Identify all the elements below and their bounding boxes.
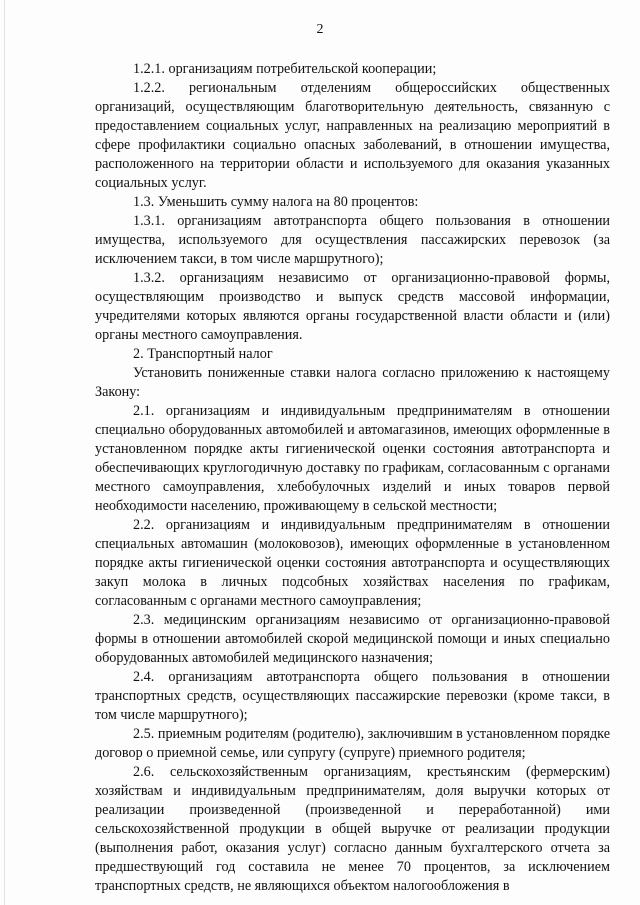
- document-body: [95, 60, 610, 896]
- paragraph-2-3: 2.3. медицинским организациям независимо от организационно-правовой формы в отношении автомобилей скорой медицинской помощи и иных специально оборудованных автомобилей медицинского назначения;: [95, 612, 610, 666]
- paragraph-2-2: 2.2. организациям и индивидуальным предпринимателям в отношении специальных автомашин (молоковозов), имеющих оформленные в установленном порядке акты гигиенической оценки состояния автотранспорта и осуществляющих закуп молока в личных подсобных хозяйствах населения по графикам, согласованным с органами местного самоуправления;: [95, 517, 610, 609]
- paragraph-2-6: 2.6. сельскохозяйственным организациям, крестьянским (фермерским) хозяйствам и индивидуальным предпринимателям, доля выручки которых от реализации произведенной (произведенной и переработанной) ими сельскохозяйственной продукции в общей выручке от реализации продукции (выполнения работ, оказания услуг) согласно данным бухгалтерского отчета за предшествующий год составила не менее 70 процентов, за исключением транспортных средств, не являющихся объектом налогообложения в: [95, 764, 610, 894]
- paragraph-intro: Установить пониженные ставки налога согласно приложению к настоящему Закону:: [95, 365, 610, 400]
- section-heading-transport-tax: 2. Транспортный налог: [133, 346, 273, 362]
- paragraph-1-2-2: 1.2.2. региональным отделениям общероссийских общественных организаций, осуществляющим благотворительную деятельность, связанную с предоставлением социальных услуг, направленных на реализацию мероприятий в сфере профилактики социально опасных заболеваний, в отношении имущества, расположенного на территории области и используемого для оказания указанных социальных услуг.: [95, 80, 610, 191]
- paragraph-1-3-1: 1.3.1. организациям автотранспорта общего пользования в отношении имущества, используемого для осуществления пассажирских перевозок (за исключением такси, в том числе маршрутного);: [95, 213, 610, 267]
- paragraph-2-1: 2.1. организациям и индивидуальным предпринимателям в отношении специально оборудованных автомобилей и автомагазинов, имеющих оформленные в установленном порядке акты гигиенической оценки состояния автотранспорта и обеспечивающих круглогодичную доставку по графикам, согласованным с органами местного самоуправления, хлебобулочных изделий и иных товаров первой необходимости населению, проживающему в сельской местности;: [95, 403, 610, 514]
- page-number: 2: [316, 22, 324, 37]
- paragraph-2-5: 2.5. приемным родителям (родителю), заключившим в установленном порядке договор о приемной семье, или супругу (супруге) приемного родителя;: [95, 726, 610, 761]
- paragraph-2-4: 2.4. организациям автотранспорта общего пользования в отношении транспортных средств, осуществляющих пассажирские перевозки (кроме такси, в том числе маршрутного);: [95, 669, 610, 723]
- paragraph-1-2-1: 1.2.1. организациям потребительской кооперации;: [133, 61, 437, 77]
- paragraph-1-3-2: 1.3.2. организациям независимо от организационно-правовой формы, осуществляющим производство и выпуск средств массовой информации, учредителями которых являются органы государственной власти области и (или) органы местного самоуправления.: [95, 270, 610, 343]
- paragraph-1-3: 1.3. Уменьшить сумму налога на 80 процентов:: [133, 194, 419, 210]
- scan-edge-line: [4, 0, 5, 905]
